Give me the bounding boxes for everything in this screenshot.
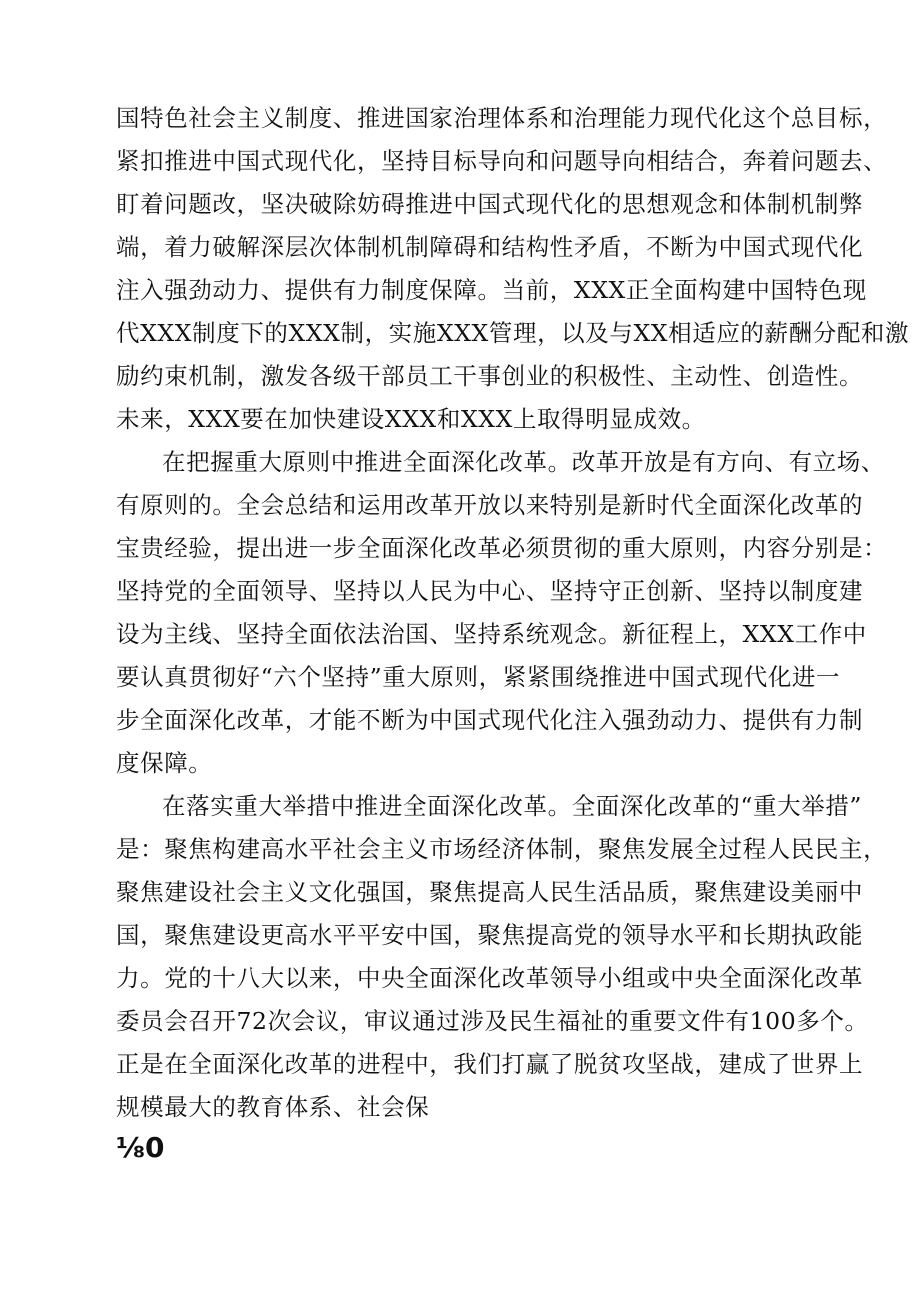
text-line: 未来，XXX要在加快建设XXX和XXX上取得明显成效。 <box>116 405 706 433</box>
text-line: 国，聚焦建设更高水平平安中国，聚焦提高党的领导水平和长期执政能 <box>116 921 864 949</box>
text-line: 有原则的。全会总结和运用改革开放以来特别是新时代全面深化改革的 <box>116 491 864 519</box>
text-line: 规模最大的教育体系、社会保 <box>116 1093 430 1121</box>
text-line: 励约束机制，激发各级干部员工干事创业的积极性、主动性、创造性。 <box>116 362 864 390</box>
text-line: 要认真贯彻好“六个坚持”重大原则，紧紧围绕推进中国式现代化进一 <box>116 663 841 691</box>
text-line: 正是在全面深化改革的进程中，我们打赢了脱贫攻坚战，建成了世界上 <box>116 1050 864 1078</box>
text-line: 步全面深化改革，才能不断为中国式现代化注入强劲动力、提供有力制 <box>116 706 864 734</box>
text-line: 坚持党的全面领导、坚持以人民为中心、坚持守正创新、坚持以制度建 <box>116 577 864 605</box>
text-line: 端，着力破解深层次体制机制障碍和结构性矛盾，不断为中国式现代化 <box>116 233 864 261</box>
text-line: 国特色社会主义制度、推进国家治理体系和治理能力现代化这个总目标， <box>116 104 888 132</box>
page-number: ⅛0 <box>116 1131 165 1164</box>
text-line: 是：聚焦构建高水平社会主义市场经济体制，聚焦发展全过程人民民主， <box>116 835 888 863</box>
paragraph-heading-line: 在落实重大举措中推进全面深化改革。全面深化改革的“重大举措” <box>162 792 863 820</box>
text-line: 度保障。 <box>116 749 213 777</box>
text-line: 注入强劲动力、提供有力制度保障。当前，XXX正全面构建中国特色现 <box>116 276 867 304</box>
text-line: 宝贵经验，提出进一步全面深化改革必须贯彻的重大原则，内容分别是： <box>116 534 888 562</box>
text-line: 力。党的十八大以来，中央全面深化改革领导小组或中央全面深化改革 <box>116 964 864 992</box>
text-line: 设为主线、坚持全面依法治国、坚持系统观念。新征程上，XXX工作中 <box>116 620 867 648</box>
text-line: 盯着问题改，坚决破除妨碍推进中国式现代化的思想观念和体制机制弊 <box>116 190 864 218</box>
text-line: 委员会召开72次会议，审议通过涉及民生福祉的重要文件有100多个。 <box>116 1007 869 1035</box>
text-line: 代XXX制度下的XXX制，实施XXX管理，以及与XX相适应的薪酬分配和激 <box>116 319 910 347</box>
text-line: 聚焦建设社会主义文化强国，聚焦提高人民生活品质，聚焦建设美丽中 <box>116 878 864 906</box>
paragraph-heading-line: 在把握重大原则中推进全面深化改革。改革开放是有方向、有立场、 <box>162 448 885 476</box>
text-line: 紧扣推进中国式现代化，坚持目标导向和问题导向相结合，奔着问题去、 <box>116 147 888 175</box>
